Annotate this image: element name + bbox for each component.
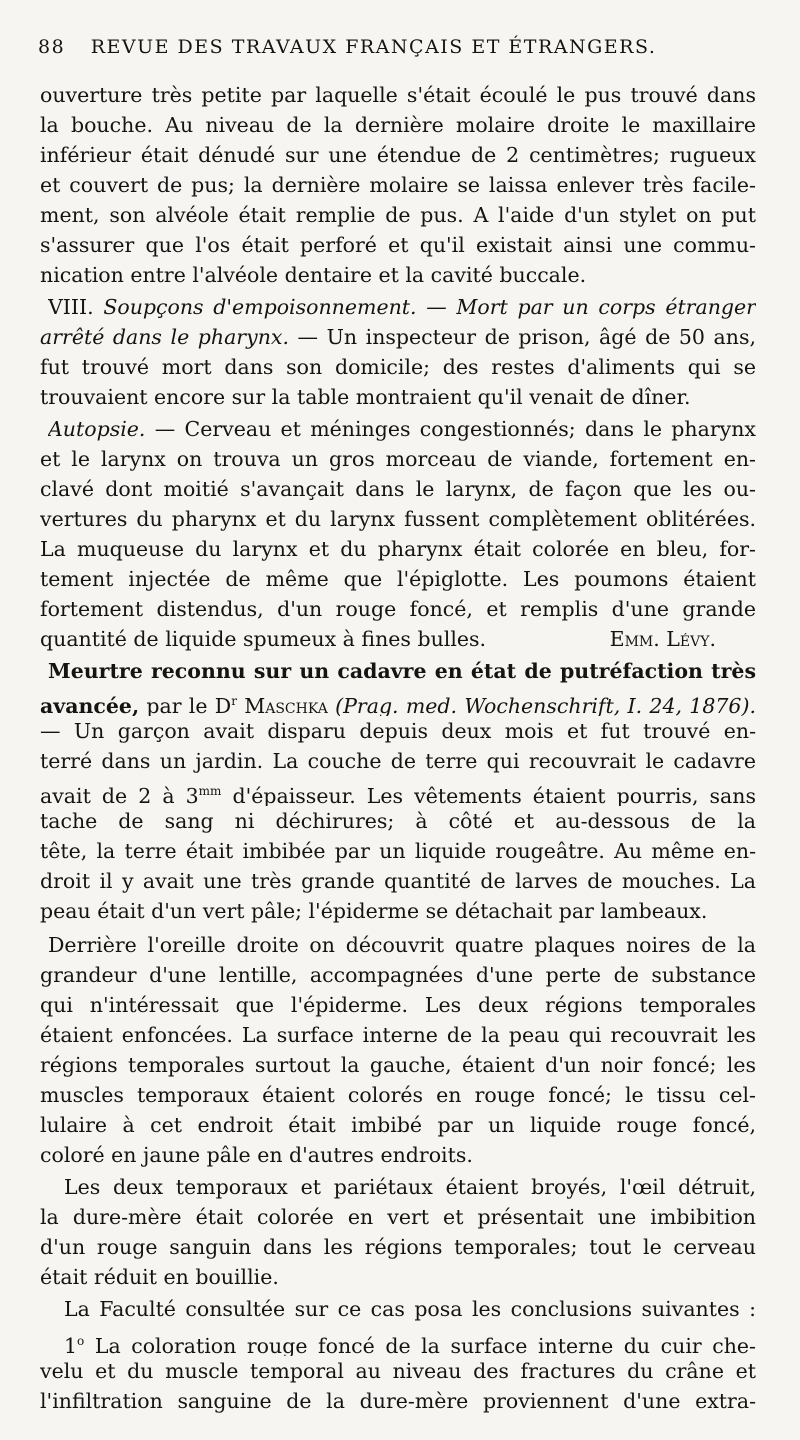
author-signature: Emm. Lévy. xyxy=(609,627,716,651)
text-line xyxy=(40,322,756,352)
text-line: la dure-mère était colorée en vert et présentait une imbibition xyxy=(40,1205,756,1229)
text-line: qui n'intéressait que l'épiderme. Les deux régions temporales xyxy=(40,993,756,1017)
text-line: 1$^o$ La coloration rouge foncé de la surface interne du cuir che- xyxy=(64,1334,756,1356)
text-line: fortement distendus, d'un rouge foncé, et remplis d'une grande xyxy=(40,597,756,621)
text-line: nication entre l'alvéole dentaire et la cavité buccale. xyxy=(40,263,587,287)
autopsie-label: Autopsie. xyxy=(48,417,146,441)
text-line: ouverture très petite par laquelle s'était écoulé le pus trouvé dans xyxy=(40,83,756,107)
article-title: Meurtre reconnu sur un cadavre en état de putréfaction très xyxy=(48,659,756,683)
text-line: La muqueuse du larynx et du pharynx était colorée en bleu, for- xyxy=(40,537,756,561)
text-line: était réduit en bouillie. xyxy=(40,1265,279,1289)
text-line: grandeur d'une lentille, accompagnées d'une perte de substance xyxy=(40,963,756,987)
text-line: peau était d'un vert pâle; l'épiderme se détachait par lambeaux. xyxy=(40,899,708,923)
text-line: d'un rouge sanguin dans les régions temporales; tout le cerveau xyxy=(40,1235,756,1259)
text-line: avait de 2 à $3^{mm}$ d'épaisseur. Les vêtements étaient pourris, sans xyxy=(40,784,756,806)
running-title: REVUE DES TRAVAUX FRANÇAIS ET ÉTRANGERS. xyxy=(90,36,657,58)
text-span: — Un inspecteur de prison, âgé de 50 ans, xyxy=(297,325,756,349)
text-line: Les deux temporaux et pariétaux étaient broyés, l'œil détruit, xyxy=(64,1175,756,1199)
text-line: s'assurer que l'os était perforé et qu'il existait ainsi une commu- xyxy=(40,233,756,257)
text-line xyxy=(40,624,756,654)
text-line: étaient enfoncées. La surface interne de la peau qui recouvrait les xyxy=(40,1023,756,1047)
text-line: et couvert de pus; la dernière molaire se laissa enlever très facile- xyxy=(40,173,756,197)
text-line: régions temporales surtout la gauche, étaient d'un noir foncé; les xyxy=(40,1053,756,1077)
text-line: — Un garçon avait disparu depuis deux mois et fut trouvé en- xyxy=(40,719,756,743)
section-title-end: arrêté dans le pharynx. xyxy=(40,325,289,349)
text-line: vertures du pharynx et du larynx fussent complètement oblitérées. xyxy=(40,507,756,531)
text-line: La Faculté consultée sur ce cas posa les conclusions suivantes : xyxy=(64,1297,756,1321)
section-numeral: VIII. xyxy=(48,295,94,319)
text-line: fut trouvé mort dans son domicile; des restes d'aliments qui se xyxy=(40,355,756,379)
citation: (Prag. med. Wochenschrift, I. 24, 1876). xyxy=(335,694,756,716)
text-line: muscles temporaux étaient colorés en rouge foncé; le tissu cel- xyxy=(40,1083,756,1107)
text-line xyxy=(48,414,756,444)
section-title-continued: — Mort par un corps étranger xyxy=(426,295,756,319)
text-span: — Cerveau et méninges congestionnés; dans le pharynx xyxy=(154,417,756,441)
text-line: tement injectée de même que l'épiglotte. Les poumons étaient xyxy=(40,567,756,591)
running-header xyxy=(38,36,778,64)
text-line: ment, son alvéole était remplie de pus. A l'aide d'un stylet on put xyxy=(40,203,756,227)
text-line: la bouche. Au niveau de la dernière molaire droite le maxillaire xyxy=(40,113,756,137)
text-line: terré dans un jardin. La couche de terre qui recouvrait le cadavre xyxy=(40,749,756,773)
text-line: inférieur était dénudé sur une étendue de 2 centimètres; rugueux xyxy=(40,143,756,167)
text-line: coloré en jaune pâle en d'autres endroits. xyxy=(40,1143,473,1167)
text-line: Derrière l'oreille droite on découvrit quatre plaques noires de la xyxy=(48,933,756,957)
text-line: l'infiltration sanguine de la dure-mère proviennent d'une extra- xyxy=(40,1389,756,1413)
text-span: par le $D^r$ xyxy=(146,694,237,716)
text-line: trouvaient encore sur la table montraient qu'il venait de dîner. xyxy=(40,385,691,409)
section-title: Soupçons d'empoisonnement. xyxy=(103,295,417,319)
page-number: 88 xyxy=(38,36,66,58)
text-line: velu et du muscle temporal au niveau des fractures du crâne et xyxy=(40,1359,756,1383)
text-line: tache de sang ni déchirures; à côté et au-dessous de la xyxy=(40,809,756,833)
text-line: clavé dont moitié s'avançait dans le larynx, de façon que les ou- xyxy=(40,477,756,501)
author-name: Maschka xyxy=(244,694,328,716)
text-line: et le larynx on trouva un gros morceau de viande, fortement en- xyxy=(40,447,756,471)
text-line: tête, la terre était imbibée par un liquide rougeâtre. Au même en- xyxy=(40,839,756,863)
text-line: droit il y avait une très grande quantité de larves de mouches. La xyxy=(40,869,756,893)
text-line xyxy=(40,686,756,716)
article-title-end: avancée, xyxy=(40,694,140,716)
text-line: lulaire à cet endroit était imbibé par un liquide rouge foncé, xyxy=(40,1113,756,1137)
section-heading-viii xyxy=(48,292,756,322)
text-span: quantité de liquide spumeux à fines bulles. xyxy=(40,627,487,651)
